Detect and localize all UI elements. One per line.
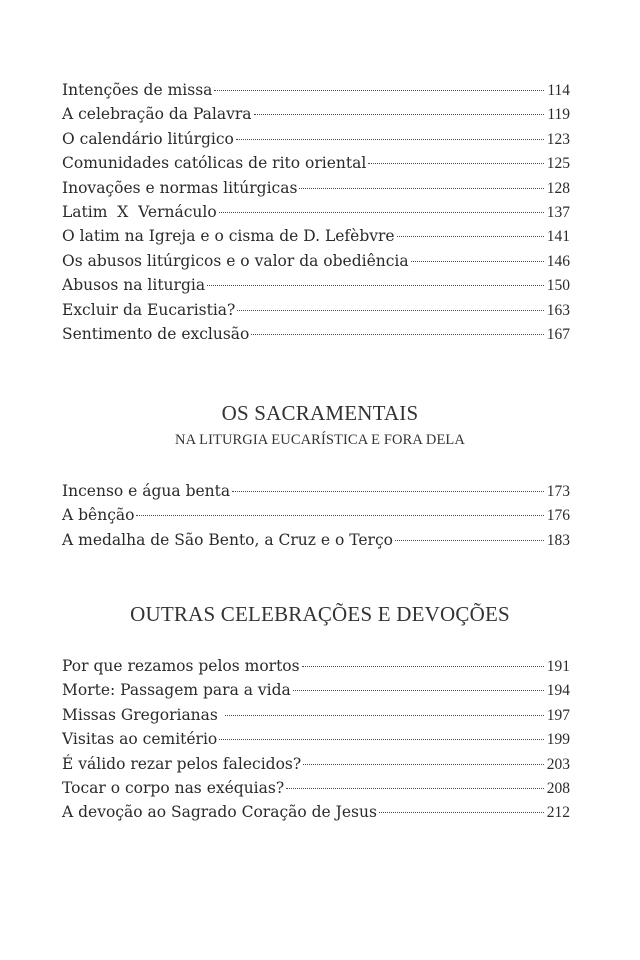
toc-entry-page: 137 xyxy=(546,203,570,221)
dot-leader xyxy=(302,666,544,667)
toc-entry-title: Comunidades católicas de rito oriental xyxy=(62,154,367,173)
toc-entry-page: 123 xyxy=(546,130,570,148)
toc-entry-page: 199 xyxy=(546,731,570,749)
toc-entry xyxy=(62,127,570,151)
toc-entry-page: 208 xyxy=(546,779,570,797)
toc-entry-title: Abusos na liturgia xyxy=(62,276,206,295)
dot-leader xyxy=(254,114,545,115)
toc-entry-title: A bênção xyxy=(62,506,135,525)
dot-leader xyxy=(237,310,543,311)
toc-entry xyxy=(62,322,570,346)
dot-leader xyxy=(293,690,544,691)
toc-entry-page: 194 xyxy=(546,682,570,700)
dot-leader xyxy=(219,212,544,213)
toc-entry xyxy=(62,503,570,527)
section-heading: OS SACRAMENTAIS xyxy=(221,401,419,425)
toc-entry-page: 183 xyxy=(546,531,570,549)
toc-entry-title: A devoção ao Sagrado Coração de Jesus xyxy=(62,803,377,822)
section-subheading: NA LITURGIA EUCARÍSTICA E FORA DELA xyxy=(175,432,465,448)
toc-entry-page: 146 xyxy=(546,252,570,270)
dot-leader xyxy=(368,163,543,164)
toc-entry-page: 141 xyxy=(546,228,570,246)
toc-entry-title: Por que rezamos pelos mortos xyxy=(62,657,300,675)
toc-entry-title: Intenções de missa xyxy=(62,81,213,99)
toc-entry xyxy=(62,249,570,273)
dot-leader xyxy=(207,285,544,286)
dot-leader xyxy=(379,812,544,813)
dot-leader xyxy=(236,139,544,140)
toc-entry xyxy=(62,224,570,248)
toc-entry-title: Morte: Passagem para a vida xyxy=(62,681,291,700)
toc-entry-page: 197 xyxy=(546,706,570,724)
toc-entry-title: Os abusos litúrgicos e o valor da obediência xyxy=(62,251,409,270)
toc-entry xyxy=(62,776,570,800)
toc-entry-page: 114 xyxy=(547,82,570,99)
toc-entry xyxy=(62,298,570,322)
dot-leader xyxy=(232,491,544,492)
toc-entry xyxy=(62,703,570,727)
toc-entry xyxy=(62,678,570,702)
dot-leader xyxy=(411,261,544,262)
toc-entry-title: O latim na Igreja e o cisma de D. Lefèbvre xyxy=(62,227,395,246)
toc-entry xyxy=(62,200,570,224)
toc-entry-page: 173 xyxy=(546,483,570,500)
toc-entry xyxy=(62,78,570,102)
toc-entry xyxy=(62,752,570,776)
toc-entry-page: 167 xyxy=(546,325,570,343)
toc-entry-page: 150 xyxy=(546,277,570,295)
toc-entry xyxy=(62,151,570,175)
toc-entry-title: Tocar o corpo nas exéquias? xyxy=(62,778,285,797)
dot-leader xyxy=(225,715,544,716)
dot-leader xyxy=(286,788,544,789)
toc-entry-title: Visitas ao cemitério xyxy=(62,730,218,749)
toc-entry-title: A celebração da Palavra xyxy=(62,105,252,124)
dot-leader xyxy=(251,334,543,335)
toc-list-liturgia xyxy=(62,78,570,346)
dot-leader xyxy=(136,515,543,516)
toc-entry-title: Missas Gregorianas xyxy=(62,705,223,724)
toc-entry-page: 176 xyxy=(546,507,570,525)
toc-entry-title: O calendário litúrgico xyxy=(62,129,234,148)
dot-leader xyxy=(219,739,544,740)
toc-entry xyxy=(62,528,570,552)
dot-leader xyxy=(299,188,543,189)
toc-entry xyxy=(62,273,570,297)
toc-entry-page: 128 xyxy=(546,179,570,197)
toc-entry-page: 203 xyxy=(546,755,570,773)
dot-leader xyxy=(397,236,544,237)
toc-entry xyxy=(62,654,570,678)
toc-entry xyxy=(62,479,570,503)
dot-leader xyxy=(214,90,544,91)
toc-entry-page: 212 xyxy=(546,804,570,822)
toc-entry-page: 125 xyxy=(546,155,570,173)
toc-entry-title: Inovações e normas litúrgicas xyxy=(62,178,298,197)
toc-entry-page: 191 xyxy=(546,658,570,675)
toc-entry-title: Excluir da Eucaristia? xyxy=(62,300,236,319)
toc-entry-title: Latim X Vernáculo xyxy=(62,202,217,221)
toc-entry-title: Sentimento de exclusão xyxy=(62,324,250,343)
toc-entry xyxy=(62,102,570,126)
section-heading: OUTRAS CELEBRAÇÕES E DEVOÇÕES xyxy=(130,602,510,626)
dot-leader xyxy=(395,540,544,541)
toc-entry-page: 163 xyxy=(546,301,570,319)
toc-entry-title: Incenso e água benta xyxy=(62,482,231,500)
toc-entry-title: A medalha de São Bento, a Cruz e o Terço xyxy=(62,530,393,549)
toc-entry xyxy=(62,176,570,200)
dot-leader xyxy=(303,764,544,765)
toc-list-outras-celebracoes xyxy=(62,654,570,825)
toc-entry xyxy=(62,800,570,824)
toc-entry-page: 119 xyxy=(547,106,570,124)
toc-entry-title: É válido rezar pelos falecidos? xyxy=(62,754,302,773)
toc-entry xyxy=(62,727,570,751)
toc-list-sacramentais xyxy=(62,479,570,552)
